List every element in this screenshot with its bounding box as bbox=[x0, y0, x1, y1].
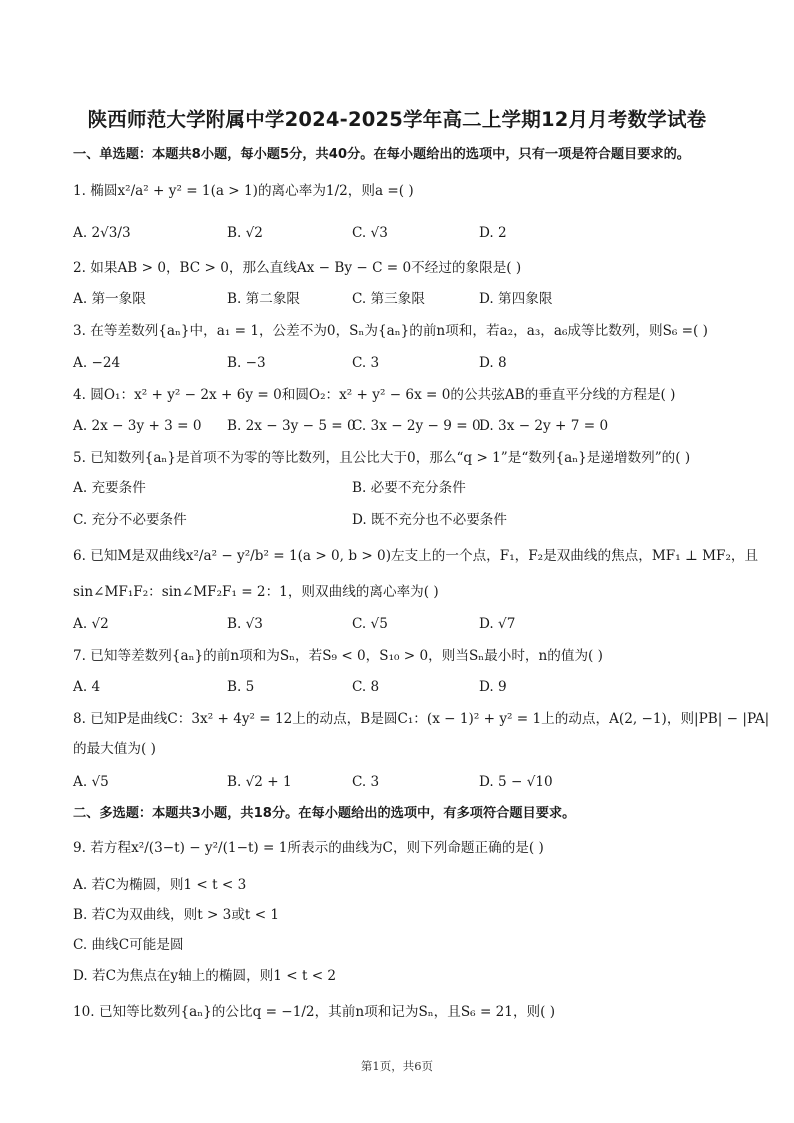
option-c[interactable]: C. 充分不必要条件 bbox=[73, 512, 187, 528]
question-7-stem: 7. 已知等差数列{aₙ}的前n项和为Sₙ，若S₉ < 0，S₁₀ > 0，则当Sₙ最小时，n的值为( ) bbox=[73, 648, 603, 664]
question-9-option-c[interactable]: C. 曲线C可能是圆 bbox=[73, 937, 184, 953]
question-9-stem: 9. 若方程x²/(3−t) − y²/(1−t) = 1所表示的曲线为C，则下列命题正确的是( ) bbox=[73, 840, 544, 856]
option-c[interactable]: C. √3 bbox=[352, 225, 388, 241]
question-9-option-b[interactable]: B. 若C为双曲线，则t > 3或t < 1 bbox=[73, 907, 280, 923]
option-b[interactable]: B. 2x − 3y − 5 = 0 bbox=[227, 418, 356, 434]
option-a[interactable]: A. 2√3/3 bbox=[73, 225, 131, 241]
question-4-stem: 4. 圆O₁：x² + y² − 2x + 6y = 0和圆O₂：x² + y² − 6x = 0的公共弦AB的垂直平分线的方程是( ) bbox=[73, 387, 676, 403]
question-2-stem: 2. 如果AB > 0，BC > 0，那么直线Ax − By − C = 0不经过的象限是( ) bbox=[73, 260, 522, 276]
option-b[interactable]: B. √2 + 1 bbox=[227, 774, 292, 790]
option-c[interactable]: C. 3 bbox=[352, 774, 380, 790]
option-c[interactable]: C. 第三象限 bbox=[352, 291, 425, 307]
question-3-stem: 3. 在等差数列{aₙ}中，a₁ = 1，公差不为0，Sₙ为{aₙ}的前n项和，若a₂，a₃，a₆成等比数列，则S₆ =( ) bbox=[73, 323, 708, 339]
option-b[interactable]: B. 第二象限 bbox=[227, 291, 301, 307]
option-b[interactable]: B. 必要不充分条件 bbox=[352, 480, 466, 496]
option-c[interactable]: C. 8 bbox=[352, 679, 380, 695]
question-10-stem: 10. 已知等比数列{aₙ}的公比q = −1/2，其前n项和记为Sₙ，且S₆ = 21，则( ) bbox=[73, 1004, 556, 1020]
option-d[interactable]: D. 8 bbox=[479, 355, 507, 371]
section-heading-single-choice: 一、单选题：本题共8小题，每小题5分，共40分。在每小题给出的选项中，只有一项是符合题目要求的。 bbox=[73, 147, 690, 162]
question-9-option-d[interactable]: D. 若C为焦点在y轴上的椭圆，则1 < t < 2 bbox=[73, 968, 337, 984]
option-a[interactable]: A. −24 bbox=[73, 355, 121, 371]
option-d[interactable]: D. 9 bbox=[479, 679, 507, 695]
option-b[interactable]: B. −3 bbox=[227, 355, 266, 371]
question-8-stem: 8. 已知P是曲线C：3x² + 4y² = 12上的动点，B是圆C₁：(x − 1)² + y² = 1上的动点，A(2, −1)，则|PB| − |PA| bbox=[73, 711, 770, 727]
option-b[interactable]: B. √2 bbox=[227, 225, 263, 241]
question-8-stem-cont: 的最大值为( ) bbox=[73, 741, 156, 757]
option-b[interactable]: B. √3 bbox=[227, 616, 263, 632]
option-d[interactable]: D. 5 − √10 bbox=[479, 774, 553, 790]
option-a[interactable]: A. 充要条件 bbox=[73, 480, 146, 496]
question-6-stem-cont: sin∠MF₁F₂：sin∠MF₂F₁ = 2：1，则双曲线的离心率为( ) bbox=[73, 584, 439, 600]
section-heading-multi-choice: 二、多选题：本题共3小题，共18分。在每小题给出的选项中，有多项符合题目要求。 bbox=[73, 806, 576, 821]
question-9-option-a[interactable]: A. 若C为椭圆，则1 < t < 3 bbox=[73, 877, 247, 893]
option-a[interactable]: A. √5 bbox=[73, 774, 109, 790]
question-1-stem: 1. 椭圆x²/a² + y² = 1(a > 1)的离心率为1/2，则a =( ) bbox=[73, 183, 414, 199]
option-a[interactable]: A. 第一象限 bbox=[73, 291, 146, 307]
option-c[interactable]: C. 3 bbox=[352, 355, 380, 371]
option-c[interactable]: C. 3x − 2y − 9 = 0 bbox=[352, 418, 481, 434]
option-a[interactable]: A. 4 bbox=[73, 679, 101, 695]
page-footer: 第1页，共6页 bbox=[360, 1059, 434, 1073]
option-a[interactable]: A. √2 bbox=[73, 616, 109, 632]
option-d[interactable]: D. 第四象限 bbox=[479, 291, 553, 307]
option-d[interactable]: D. √7 bbox=[479, 616, 516, 632]
option-d[interactable]: D. 2 bbox=[479, 225, 507, 241]
page-title: 陕西师范大学附属中学2024-2025学年高二上学期12月月考数学试卷 bbox=[87, 108, 707, 131]
question-6-stem: 6. 已知M是双曲线x²/a² − y²/b² = 1(a > 0, b > 0)左支上的一个点，F₁，F₂是双曲线的焦点，MF₁ ⊥ MF₂，且 bbox=[73, 548, 759, 564]
option-d[interactable]: D. 3x − 2y + 7 = 0 bbox=[479, 418, 609, 434]
option-d[interactable]: D. 既不充分也不必要条件 bbox=[352, 512, 507, 528]
question-5-stem: 5. 已知数列{aₙ}是首项不为零的等比数列，且公比大于0，那么“q > 1”是“数列{aₙ}是递增数列”的( ) bbox=[73, 450, 691, 466]
option-a[interactable]: A. 2x − 3y + 3 = 0 bbox=[73, 418, 202, 434]
option-c[interactable]: C. √5 bbox=[352, 616, 388, 632]
option-b[interactable]: B. 5 bbox=[227, 679, 255, 695]
